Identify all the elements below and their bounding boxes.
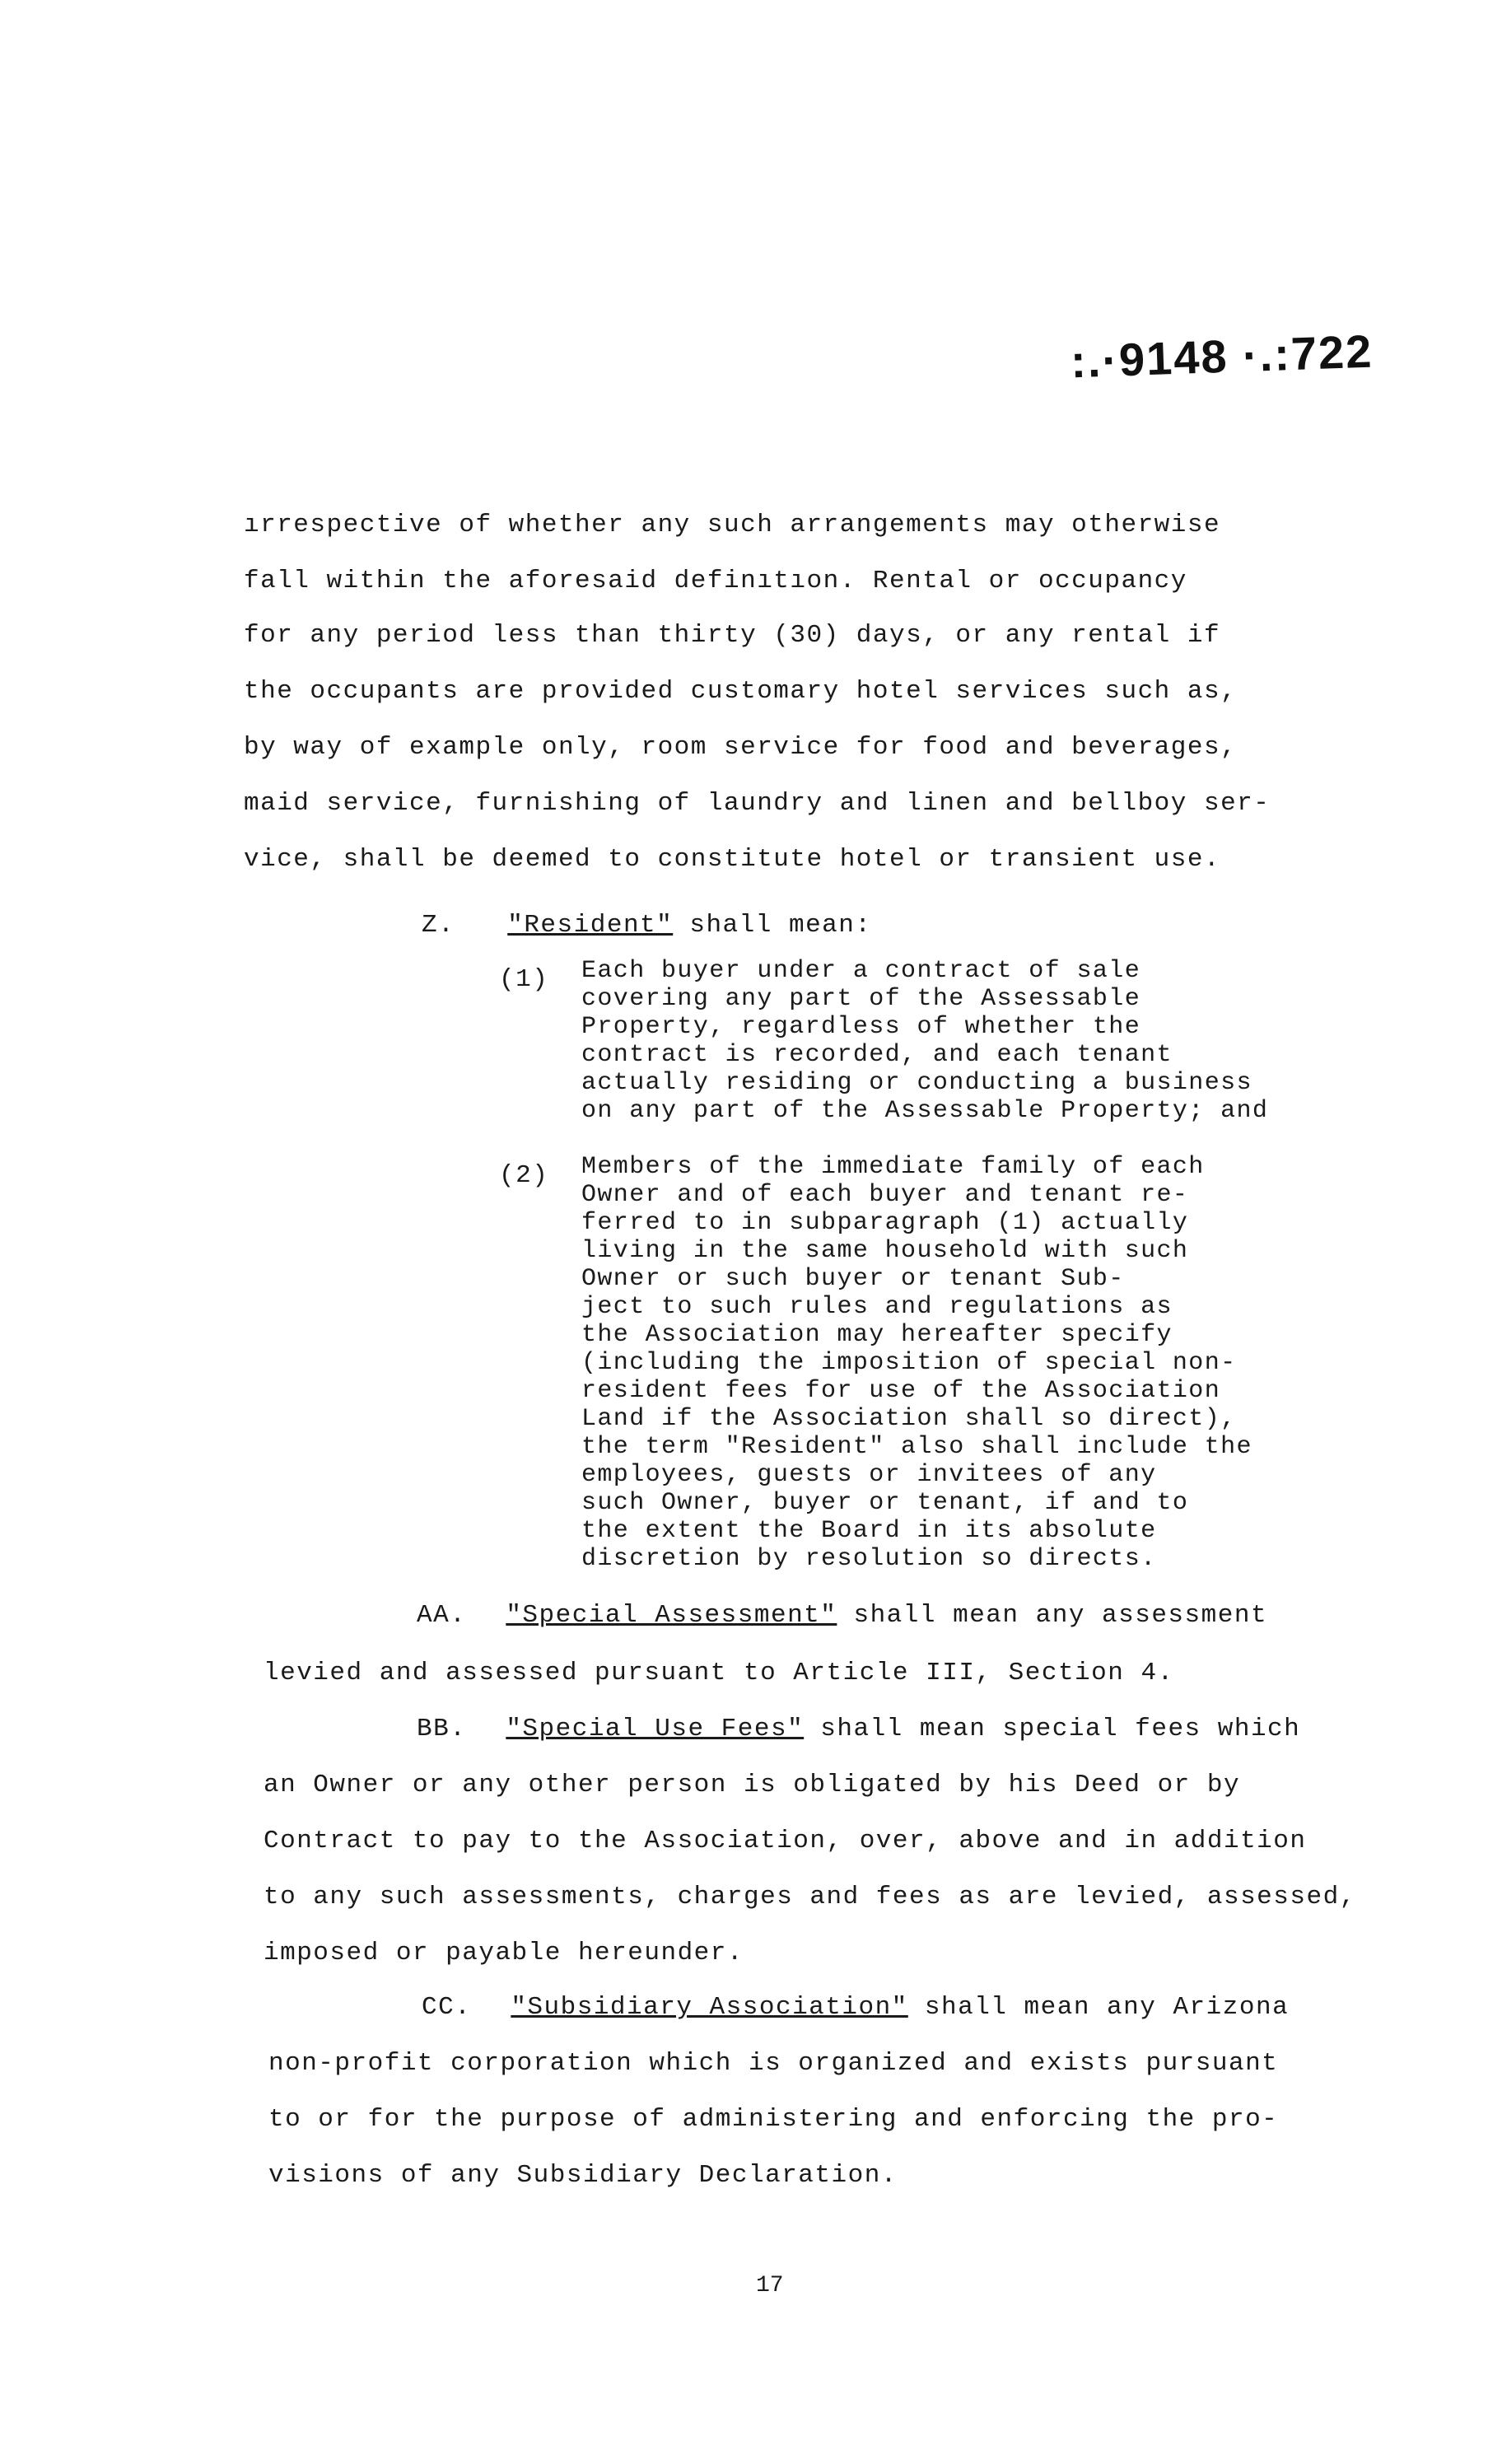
body-line: ırrespective of whether any such arrangements may otherwise [244,511,1221,539]
definition-cc-heading [422,1993,1289,2022]
item-line: the Association may hereafter specify [581,1321,1173,1349]
item-line: ject to such rules and regulations as [581,1293,1173,1321]
item-line: on any part of the Assessable Property; and [581,1097,1269,1125]
item-line: contract is recorded, and each tenant [581,1041,1173,1069]
item-line: ferred to in subparagraph (1) actually [581,1209,1189,1237]
item-line: living in the same household with such [581,1237,1189,1265]
item-line: (including the imposition of special non- [581,1349,1237,1377]
body-line: visions of any Subsidiary Declaration. [268,2161,898,2190]
body-line: Contract to pay to the Association, over, above and in addition [264,1827,1307,1855]
item-line: Owner and of each buyer and tenant re- [581,1181,1189,1209]
body-line: to or for the purpose of administering and enforcing the pro- [268,2105,1279,2134]
definition-rest: shall mean any Arizona [907,1993,1290,2022]
definition-rest: shall mean special fees which [804,1715,1301,1743]
definition-aa-heading [417,1601,1267,1630]
item-line: Each buyer under a contract of sale [581,957,1141,985]
body-line: the occupants are provided customary hotel services such as, [244,677,1238,706]
item-line: covering any part of the Assessable [581,985,1141,1013]
item-line: the extent the Board in its absolute [581,1517,1157,1545]
body-line: levied and assessed pursuant to Article III, Section 4. [264,1659,1174,1687]
item-line: Land if the Association shall so direct), [581,1405,1237,1433]
definition-letter: Z. [422,911,455,940]
body-line: imposed or payable hereunder. [264,1939,744,1967]
body-line: vice, shall be deemed to constitute hotel or transient use. [244,845,1221,874]
item-line: employees, guests or invitees of any [581,1461,1157,1489]
item-line: Property, regardless of whether the [581,1013,1141,1041]
defined-term: "Subsidiary Association" [511,1993,908,2022]
defined-term: "Special Use Fees" [506,1715,805,1743]
item-line: Owner or such buyer or tenant Sub- [581,1265,1125,1293]
item-line: discretion by resolution so directs. [581,1545,1157,1573]
defined-term: "Special Assessment" [506,1601,837,1630]
item-number: (2) [499,1161,549,1190]
definition-rest: shall mean: [673,911,872,940]
definition-bb-heading [417,1715,1300,1743]
body-line: maid service, furnishing of laundry and linen and bellboy ser- [244,789,1271,818]
item-line: the term "Resident" also shall include the [581,1433,1252,1461]
item-number: (1) [499,965,549,994]
body-line: fall within the aforesaid definıtıon. Rental or occupancy [244,567,1187,595]
page-number: 17 [756,2273,784,2298]
item-line: such Owner, buyer or tenant, if and to [581,1489,1189,1517]
defined-term: "Resident" [507,911,674,940]
item-line: Members of the immediate family of each [581,1153,1205,1181]
body-line: non-profit corporation which is organized and exists pursuant [268,2049,1279,2078]
definition-z-heading [422,911,872,940]
body-line: an Owner or any other person is obligated by his Deed or by [264,1771,1241,1799]
item-line: resident fees for use of the Association [581,1377,1221,1405]
item-line: actually residing or conducting a business [581,1069,1252,1097]
body-line: for any period less than thirty (30) days, or any rental if [244,621,1221,650]
definition-rest: shall mean any assessment [837,1601,1268,1630]
definition-letter: AA. [417,1601,467,1630]
body-line: to any such assessments, charges and fees as are levied, assessed, [264,1883,1356,1911]
recording-stamp: :.·9148 ·.:722 [1070,324,1374,388]
definition-letter: BB. [417,1715,467,1743]
body-line: by way of example only, room service for food and beverages, [244,733,1238,762]
definition-letter: CC. [422,1993,472,2022]
